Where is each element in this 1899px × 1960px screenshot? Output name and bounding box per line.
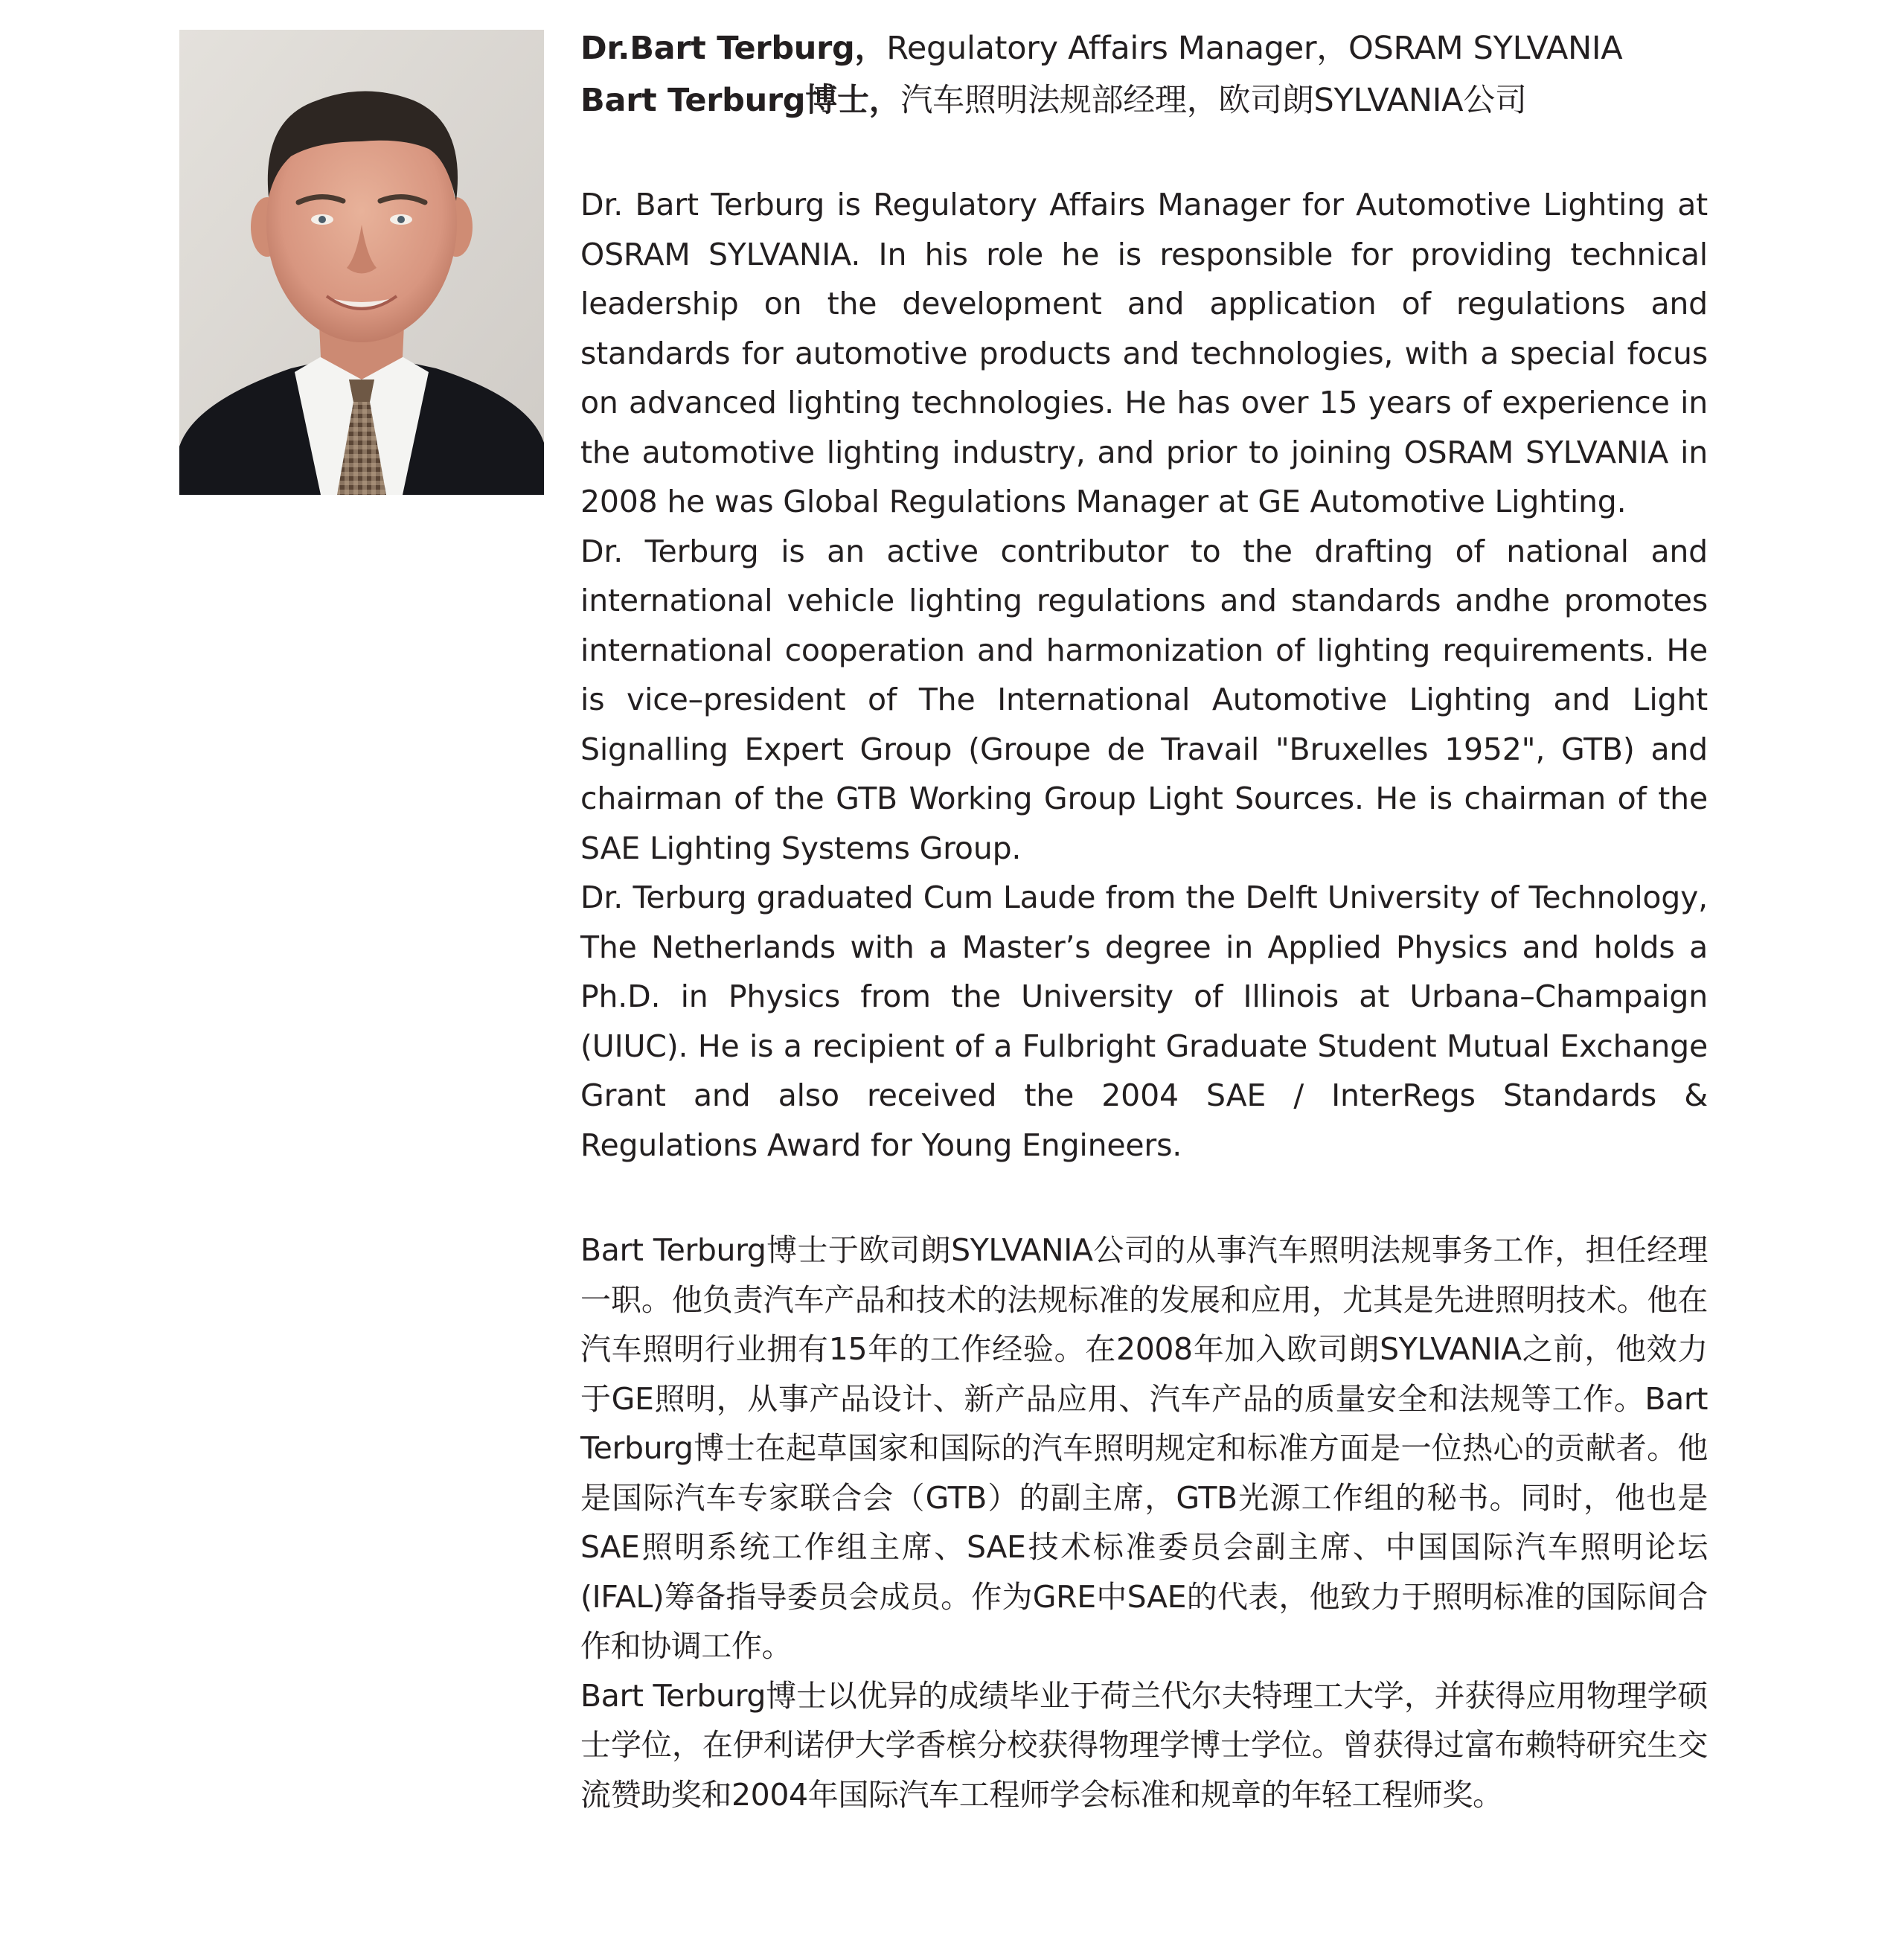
- bio-english-paragraph-2: Dr. Terburg is an active contributor to the drafting of national and international vehicle lighting regulations and standards andhe promotes international cooperation and harmonization of lighting requirements. He is vice–president of The International Automotive Lighting and Light Signalling Expert Group (Groupe de Travail "Bruxelles 1952", GTB) and chairman of the GTB Working Group Light Sources. He is chairman of the SAE Lighting Systems Group.: [580, 533, 1708, 866]
- bio-english-paragraph-1: Dr. Bart Terburg is Regulatory Affairs Manager for Automotive Lighting at OSRAM SYLVANIA. In his role he is responsible for providing technical leadership on the development and application of regulations and standards for automotive products and technologies, with a special focus on advanced lighting technologies. He has over 15 years of experience in the automotive lighting industry, and prior to joining OSRAM SYLVANIA in 2008 he was Global Regulations Manager at GE Automotive Lighting.: [580, 187, 1708, 519]
- bio-english-paragraph-3: Dr. Terburg graduated Cum Laude from the Delft University of Technology, The Netherlands with a Master’s degree in Applied Physics and holds a Ph.D. in Physics from the University of Illinois at Urbana–Champaign (UIUC). He is a recipient of a Fulbright Graduate Student Mutual Exchange Grant and also received the 2004 SAE / InterRegs Standards & Regulations Award for Young Engineers.: [580, 880, 1708, 1163]
- speaker-name-english: Dr.Bart Terburg，: [580, 30, 887, 67]
- bio-chinese-paragraph-2: Bart Terburg博士以优异的成绩毕业于荷兰代尔夫特理工大学，并获得应用物理学硕士学位，在伊利诺伊大学香槟分校获得物理学博士学位。曾获得过富布赖特研究生交流赞助奖和2004年国际汽车工程师学会标准和规章的年轻工程师奖。: [580, 1677, 1708, 1813]
- speaker-name-chinese: Bart Terburg博士，: [580, 82, 901, 119]
- name-heading-chinese: [580, 74, 1708, 126]
- bio-text-column: [580, 22, 1708, 1819]
- speaker-role-english: Regulatory Affairs Manager，OSRAM SYLVANIA: [886, 30, 1623, 67]
- speaker-role-chinese: 汽车照明法规部经理，欧司朗SYLVANIA公司: [900, 82, 1527, 119]
- bio-chinese-paragraph-1: Bart Terburg博士于欧司朗SYLVANIA公司的从事汽车照明法规事务工作，担任经理一职。他负责汽车产品和技术的法规标准的发展和应用，尤其是先进照明技术。他在汽车照明行业拥有15年的工作经验。在2008年加入欧司朗SYLVANIA之前，他效力于GE照明，从事产品设计、新产品应用、汽车产品的质量安全和法规等工作。Bart Terburg博士在起草国家和国际的汽车照明规定和标准方面是一位热心的贡献者。他是国际汽车专家联合会（GTB）的副主席，GTB光源工作组的秘书。同时，他也是SAE照明系统工作组主席、SAE技术标准委员会副主席、中国国际汽车照明论坛 (IFAL)筹备指导委员会成员。作为GRE中SAE的代表，他致力于照明标准的国际间合作和协调工作。: [580, 1232, 1708, 1664]
- name-heading-english: [580, 22, 1708, 74]
- portrait-image: [179, 30, 544, 495]
- portrait-photo: [179, 30, 544, 495]
